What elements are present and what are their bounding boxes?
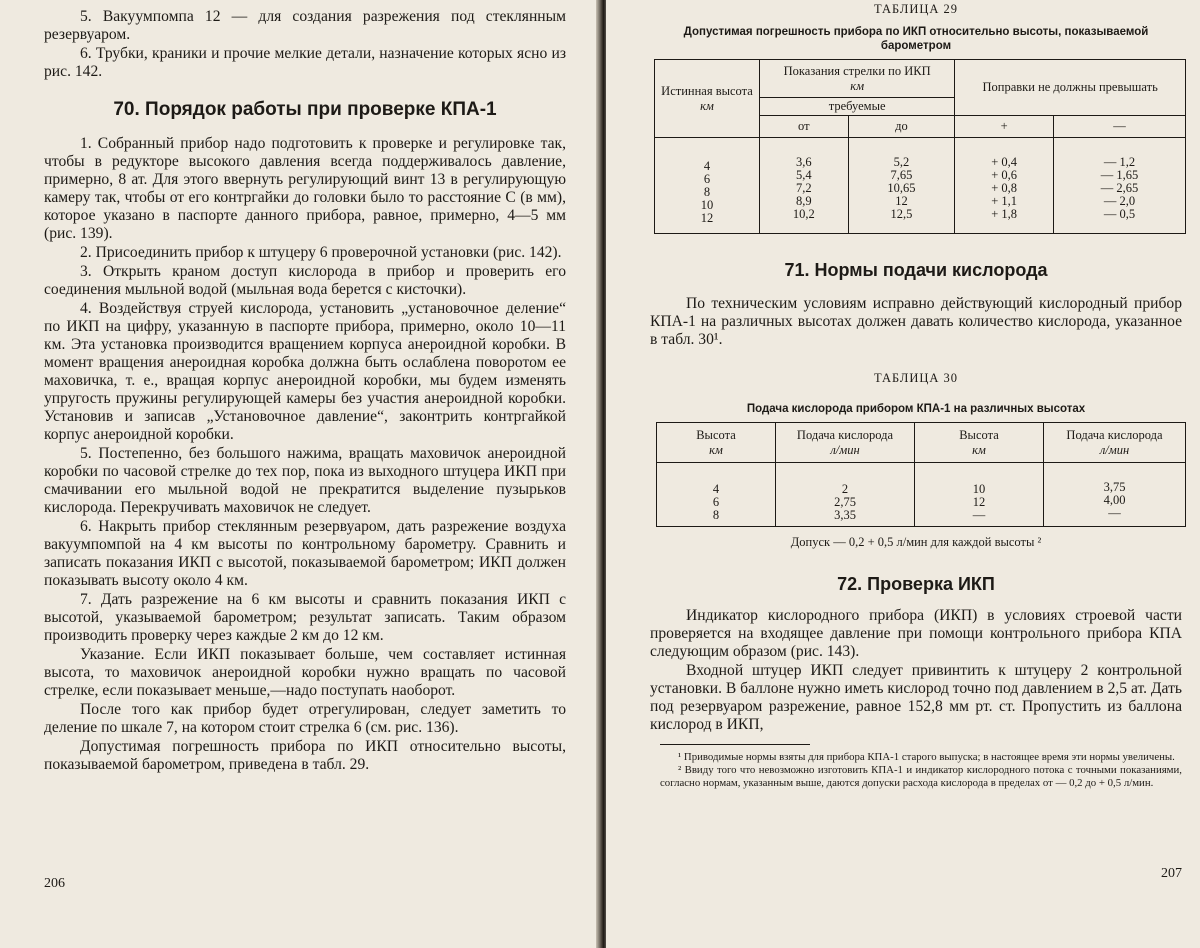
- paragraph: 4. Воздействуя струей кислорода, установить „установочное деление“ по ИКП на цифру, указанную в паспорте прибора, примерно, около 10—11 км. Эта установка производится вращением корпуса анероидной коробки. В момент вращения анероидная коробка должна быть ослаблена поворотом ее маховичка, т. е., вращая корпус анероидной коробки, мы будем изменять упругость пружины регулирующей камеры без участия анероидной коробки. Установив и записав „Установочное давление“, законтрить контргайкой корпус анероидной коробки.: [44, 300, 566, 443]
- table30-col-flows: [776, 463, 915, 527]
- table-cell: 5,4: [796, 168, 812, 182]
- table-cell: 10: [700, 198, 714, 212]
- table-cell: 8,9: [796, 194, 812, 208]
- table-cell: 8: [703, 185, 711, 199]
- table29-header-reading: Показания стрелки по ИКП км: [760, 60, 955, 98]
- table30-caption: Подача кислорода прибором КПА-1 на различных высотах: [746, 403, 1086, 415]
- table29-col-heights: [655, 138, 760, 234]
- paragraph: Указание. Если ИКП показывает больше, чем составляет истинная высота, то маховичок анероидной коробки нужно вращать по часовой стрелке, если показывает меньше,—надо поступать наоборот.: [44, 646, 566, 699]
- table-cell: —: [972, 508, 986, 522]
- table29-col-minus: [1054, 138, 1186, 234]
- table29-header-corrections: Поправки не должны превышать: [955, 60, 1186, 116]
- table29-col-from: [760, 138, 849, 234]
- table-cell: 10,2: [792, 207, 815, 221]
- table-cell: — 1,65: [1100, 168, 1139, 182]
- table29-col-to: [848, 138, 955, 234]
- table30-header-height: Высота км: [657, 423, 776, 463]
- table-cell: — 0,5: [1103, 207, 1136, 221]
- table30-header-flow: Подача кислорода л/мин: [776, 423, 915, 463]
- table29-header-from: от: [760, 116, 849, 138]
- table-cell: 12: [700, 211, 714, 225]
- page-number-right: 207: [1161, 866, 1182, 881]
- paragraph: 5. Постепенно, без большого нажима, вращать маховичок анероидной коробки по часовой стрелке до тех пор, пока из выходного штуцера ИКП при смачивании его мыльной водой не прекратится выделение пузырьков кислорода. Перекручивать маховичок не следует.: [44, 445, 566, 516]
- table-cell: 12: [895, 194, 908, 208]
- table-cell: 2,75: [834, 495, 856, 509]
- table-cell: 7,65: [890, 168, 913, 182]
- section-title-71: 71. Нормы подачи кислорода: [784, 260, 1048, 280]
- table-cell: 6: [703, 172, 711, 186]
- footnote: ² Ввиду того что невозможно изготовить КПА-1 и индикатор кислородного потока с точными показаниями, согласно нормам, указанным выше, даются допуски расхода кислорода в пределах от — 0,2 до + 0,5 л/мин.: [660, 764, 1182, 789]
- table29-label: ТАБЛИЦА 29: [873, 2, 959, 16]
- table30-col-heights2: [915, 463, 1044, 527]
- table-cell: — 1,2: [1103, 155, 1136, 169]
- section-title-72: 72. Проверка ИКП: [837, 574, 995, 594]
- paragraph: 6. Накрыть прибор стеклянным резервуаром, дать разрежение воздуха вакуумпомпой на 4 км высоты по контрольному барометру. Сравнить и записать показания ИКП с высотой, показываемой барометром; ИКП должен показывать высоту около 4 км.: [44, 518, 566, 589]
- table-cell: 7,2: [796, 181, 812, 195]
- table-cell: 3,6: [796, 155, 812, 169]
- table-cell: 4,00: [1103, 493, 1126, 507]
- paragraph: 7. Дать разрежение на 6 км высоты и сравнить показания ИКП с высотой, указываемой барометром; результат записать. Таким образом производить проверку через каждые 2 км до 12 км.: [44, 591, 566, 644]
- table-cell: + 0,4: [991, 155, 1018, 169]
- table30-col-flows2: [1044, 463, 1186, 527]
- table-29: [654, 59, 1186, 234]
- table-cell: 4: [703, 159, 711, 173]
- section71-text: [650, 295, 1182, 349]
- table30-header-flow2: Подача кислорода л/мин: [1044, 423, 1186, 463]
- table-cell: 3,75: [1103, 480, 1126, 494]
- table30-label: ТАБЛИЦА 30: [873, 371, 959, 385]
- table-cell: 3,35: [834, 508, 856, 522]
- table29-header-plus: +: [955, 116, 1054, 138]
- table30-col-heights: [657, 463, 776, 527]
- table29-header-minus: —: [1054, 116, 1186, 138]
- table-cell: 10: [972, 482, 986, 496]
- paragraph: Допустимая погрешность прибора по ИКП относительно высоты, показываемой барометром, приведена в табл. 29.: [44, 738, 566, 773]
- paragraph: После того как прибор будет отрегулирован, следует заметить то деление по шкале 7, на котором стоит стрелка 6 (см. рис. 136).: [44, 701, 566, 736]
- page-number-left: 206: [44, 876, 65, 891]
- footnote-divider: [660, 744, 810, 745]
- table-cell: + 0,6: [991, 168, 1018, 182]
- table-cell: 8: [712, 508, 720, 522]
- paragraph: 5. Вакуумпомпа 12 — для создания разрежения под стеклянным резервуаром.: [44, 8, 566, 43]
- paragraph: 2. Присоединить прибор к штуцеру 6 проверочной установки (рис. 142).: [80, 244, 562, 261]
- table-cell: + 1,8: [991, 207, 1018, 221]
- left-body-text: [44, 135, 566, 774]
- table-cell: 6: [712, 495, 720, 509]
- paragraph: 3. Открыть краном доступ кислорода в прибор и проверить его соединения мыльной водой (мыльная вода берется с кисточки).: [44, 263, 566, 298]
- footnote: ¹ Приводимые нормы взяты для прибора КПА-1 старого выпуска; в настоящее время эти нормы увеличены.: [678, 751, 1175, 763]
- table29-caption: Допустимая погрешность прибора по ИКП относительно высоты, показываемой барометром: [683, 26, 1149, 52]
- table-cell: 2: [841, 482, 849, 496]
- table-cell: 12: [972, 495, 986, 509]
- table-cell: + 1,1: [991, 194, 1018, 208]
- table29-header-height: Истинная высота км: [655, 60, 760, 138]
- paragraph: 6. Трубки, краники и прочие мелкие детали, назначение которых ясно из рис. 142.: [44, 45, 566, 80]
- table30-tolerance: Допуск — 0,2 + 0,5 л/мин для каждой высоты ²: [790, 535, 1042, 549]
- table29-header-required: требуемые: [760, 98, 955, 116]
- paragraph: 1. Собранный прибор надо подготовить к проверке и регулировке так, чтобы в редукторе высокого давления всегда поддерживалось давление, примерно, 8 ат. Для этого ввернуть регулирующий винт 13 в регулирующую камеру так, чтобы от его контргайки до головки было то расстояние C (в мм), которое указано в паспорте данного прибора, равное, примерно, 4—5 мм (рис. 139).: [44, 135, 566, 242]
- table29-header-to: до: [848, 116, 955, 138]
- left-top-text: [44, 8, 566, 81]
- footnotes: [660, 751, 1182, 790]
- section72-text: [650, 607, 1182, 734]
- table-cell: — 2,0: [1103, 194, 1136, 208]
- table-cell: 5,2: [893, 155, 910, 169]
- table29-col-plus: [955, 138, 1054, 234]
- table-cell: 10,65: [887, 181, 916, 195]
- table-cell: — 2,65: [1100, 181, 1139, 195]
- paragraph: Входной штуцер ИКП следует привинтить к штуцеру 2 контрольной установки. В баллоне нужно иметь кислород точно под давлением в 2,5 ат. Дать под резервуаром разрежение, равное 152,8 мм рт. ст. Пропустить из баллона кислород в ИКП,: [650, 662, 1182, 733]
- table-cell: 4: [712, 482, 720, 496]
- table-cell: + 0,8: [991, 181, 1018, 195]
- section-title-70: 70. Порядок работы при проверке КПА-1: [113, 99, 497, 120]
- table30-header-height2: Высота км: [915, 423, 1044, 463]
- table-cell: —: [1108, 506, 1121, 520]
- table-30: [656, 422, 1186, 527]
- paragraph: По техническим условиям исправно действующий кислородный прибор КПА-1 на различных высотах должен давать количество кислорода, указанное в табл. 30¹.: [650, 295, 1182, 348]
- right-page: [606, 0, 1200, 948]
- paragraph: Индикатор кислородного прибора (ИКП) в условиях строевой части проверяется на входящее давление при помощи контрольного прибора КПА следующим образом (рис. 143).: [650, 607, 1182, 660]
- table-cell: 12,5: [890, 207, 913, 221]
